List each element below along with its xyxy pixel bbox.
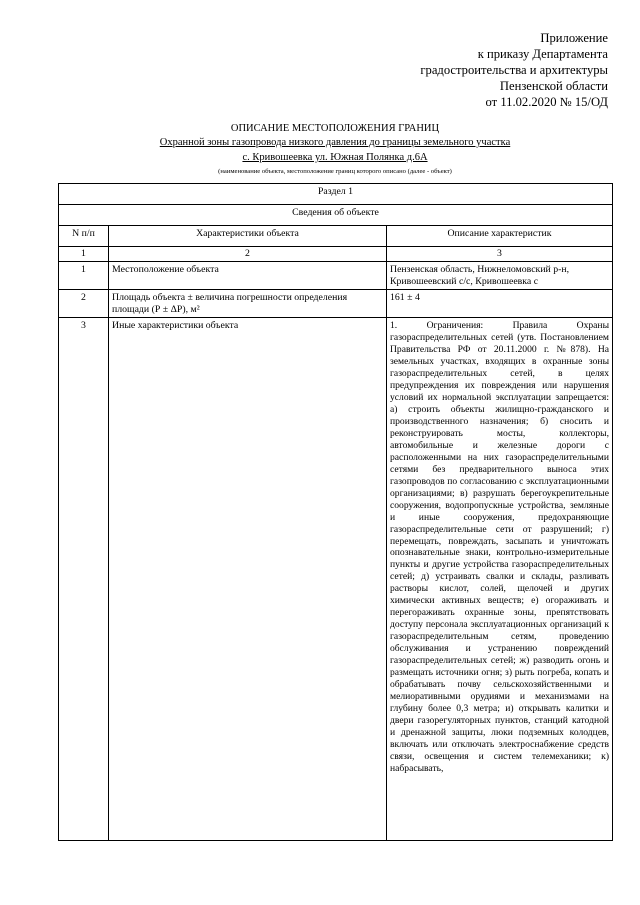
object-info-table xyxy=(58,183,613,841)
row-characteristic: Площадь объекта ± величина погрешности определения площади (Р ± ΔР), м² xyxy=(109,290,387,318)
object-name: Охранной зоны газопровода низкого давления до границы земельного участка xyxy=(159,137,511,148)
row-number: 1 xyxy=(59,262,109,290)
appendix-order-date: от 11.02.2020 № 15/ОД xyxy=(485,95,608,109)
table-row xyxy=(59,262,613,290)
document-heading xyxy=(58,122,612,177)
appendix-line: градостроительства и архитектуры xyxy=(420,63,608,77)
appendix-block xyxy=(420,30,608,110)
object-address: с. Кривошеевка ул. Южная Полянка д.6А xyxy=(242,152,428,163)
column-number: 3 xyxy=(387,247,613,262)
column-header-description: Описание характеристик xyxy=(387,226,613,247)
row-description: 1. Ограничения: Правила Охраны газораспределительных сетей (утв. Постановлением Правительства РФ от 20.11.2000 г. №878). На земельных участках, входящих в охранные зоны газораспределительных сетей, в целях предупреждения их повреждения или нарушения условий их нормальной эксплуатации запрещается: а) строить объекты жилищно-гражданского и производственного назначения; б) сносить и реконструировать мосты, коллекторы, автомобильные и железные дороги с расположенными на них газораспределительными сетями без предварительного выноса этих газопроводов по согласованию с эксплуатационными организациями; в) разрушать берегоукрепительные сооружения, водопропускные устройства, земляные и иные сооружения, предохраняющие газораспределительные сети от разрушений; г) перемещать, повреждать, засыпать и уничтожать опознавательные знаки, контрольно-измерительные пункты и другие устройства газораспределительных сетей; д) устраивать свалки и склады, разливать растворы кислот, солей, щелочей и других химически активных веществ; е) огораживать и перегораживать охранные зоны, препятствовать доступу персонала эксплуатационных организаций к газораспределительным сетям, проведению обслуживания и устранению повреждений газораспределительных сетей; ж) разводить огонь и размещать источники огня; з) рыть погреба, копать и обрабатывать почву сельскохозяйственными и мелиоративными орудиями и механизмами на глубину более 0,3 метра; и) открывать калитки и двери газорегуляторных пунктов, станций катодной и дренажной защиты, люки подземных колодцев, включать или отключать электроснабжение средств связи, освещения и систем телемеханики; к) набрасывать, xyxy=(387,318,613,841)
table-row xyxy=(59,290,613,318)
heading-caption: (наименование объекта, местоположение границ которого описано (далее - объект) xyxy=(218,168,452,175)
document-title: ОПИСАНИЕ МЕСТОПОЛОЖЕНИЯ ГРАНИЦ xyxy=(230,123,440,134)
column-header-characteristic: Характеристики объекта xyxy=(109,226,387,247)
appendix-line: Пензенской области xyxy=(499,79,608,93)
row-number: 3 xyxy=(59,318,109,841)
row-number: 2 xyxy=(59,290,109,318)
subsection-title: Сведения об объекте xyxy=(59,205,613,226)
column-number: 2 xyxy=(109,247,387,262)
object-address-line xyxy=(58,150,612,165)
appendix-line: к приказу Департамента xyxy=(477,47,608,61)
row-characteristic: Иные характеристики объекта xyxy=(109,318,387,841)
row-description: Пензенская область, Нижнеломовский р-н, Кривошеевский с/с, Кривошеевка с xyxy=(387,262,613,290)
row-description: 161 ± 4 xyxy=(387,290,613,318)
row-characteristic: Местоположение объекта xyxy=(109,262,387,290)
section-title: Раздел 1 xyxy=(59,184,613,205)
column-number: 1 xyxy=(59,247,109,262)
object-name-line xyxy=(58,135,612,150)
column-header-num: N п/п xyxy=(59,226,109,247)
appendix-line: Приложение xyxy=(540,31,608,45)
table-row xyxy=(59,318,613,841)
